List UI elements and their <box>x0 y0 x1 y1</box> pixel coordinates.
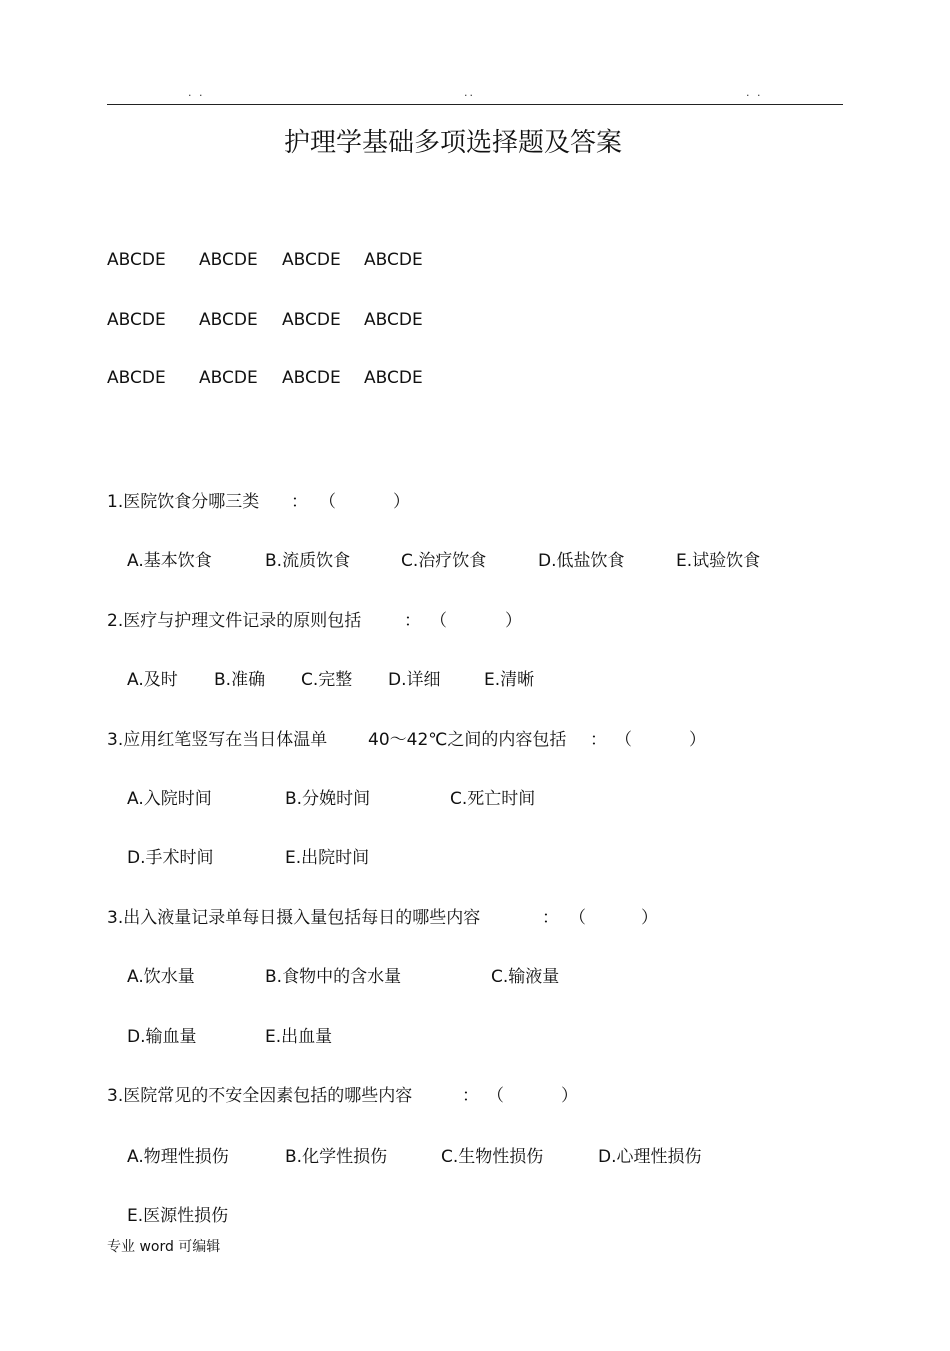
header-rule <box>107 104 843 105</box>
question-stem: 2.医疗与护理文件记录的原则包括 <box>107 611 362 631</box>
answer-paren-open: （ <box>569 908 586 928</box>
option: B.化学性损伤 <box>285 1147 388 1167</box>
question-stem-continued: 40～42℃之间的内容包括 <box>368 730 567 750</box>
option: C.死亡时间 <box>450 789 536 809</box>
question-sep: ： <box>291 492 308 512</box>
option: D.输血量 <box>127 1027 197 1047</box>
question-sep: ： <box>462 1086 479 1106</box>
option: C.生物性损伤 <box>441 1147 544 1167</box>
abcde-cell: ABCDE <box>107 310 166 330</box>
option: D.低盐饮食 <box>538 551 625 571</box>
option: A.物理性损伤 <box>127 1147 229 1167</box>
option: A.入院时间 <box>127 789 212 809</box>
question-5 <box>107 1081 578 1106</box>
option: C.治疗饮食 <box>401 551 487 571</box>
answer-paren-open: （ <box>615 730 632 750</box>
page-footer: 专业 word 可编辑 <box>107 1239 221 1255</box>
option: C.完整 <box>301 670 353 690</box>
option: C.输液量 <box>491 967 560 987</box>
abcde-cell: ABCDE <box>199 368 258 388</box>
answer-paren-open: （ <box>487 1086 504 1106</box>
answer-paren-close: ） <box>505 611 522 631</box>
answer-paren-close: ） <box>393 492 410 512</box>
abcde-cell: ABCDE <box>282 310 341 330</box>
abcde-cell: ABCDE <box>107 368 166 388</box>
abcde-cell: ABCDE <box>107 250 166 270</box>
answer-paren-close: ） <box>689 730 706 750</box>
option: A.基本饮食 <box>127 551 212 571</box>
option: A.饮水量 <box>127 967 195 987</box>
option: E.试验饮食 <box>676 551 761 571</box>
question-stem: 3.出入液量记录单每日摄入量包括每日的哪些内容 <box>107 908 481 928</box>
question-sep: ： <box>542 908 559 928</box>
option: D.心理性损伤 <box>598 1147 702 1167</box>
option: B.流质饮食 <box>265 551 351 571</box>
option: B.准确 <box>214 670 266 690</box>
answer-paren-open: （ <box>430 611 447 631</box>
answer-paren-close: ） <box>561 1086 578 1106</box>
option: E.清晰 <box>484 670 535 690</box>
header-dots-right: . . <box>746 86 763 99</box>
question-stem: 3.应用红笔竖写在当日体温单 <box>107 730 328 750</box>
option: B.分娩时间 <box>285 789 371 809</box>
question-stem: 1.医院饮食分哪三类 <box>107 492 260 512</box>
abcde-cell: ABCDE <box>199 250 258 270</box>
option: A.及时 <box>127 670 178 690</box>
abcde-cell: ABCDE <box>282 368 341 388</box>
option: D.详细 <box>388 670 441 690</box>
option: E.医源性损伤 <box>127 1206 229 1226</box>
question-3 <box>107 725 706 750</box>
answer-paren-open: （ <box>319 492 336 512</box>
question-sep: ： <box>590 730 607 750</box>
abcde-cell: ABCDE <box>364 250 423 270</box>
question-1 <box>107 487 410 512</box>
answer-paren-close: ） <box>641 908 658 928</box>
abcde-cell: ABCDE <box>364 310 423 330</box>
question-2 <box>107 606 522 631</box>
header-dots-middle: .. <box>464 86 475 99</box>
abcde-cell: ABCDE <box>364 368 423 388</box>
page-title: 护理学基础多项选择题及答案 <box>283 128 622 158</box>
option: B.食物中的含水量 <box>265 967 402 987</box>
abcde-cell: ABCDE <box>282 250 341 270</box>
question-4 <box>107 903 658 928</box>
abcde-cell: ABCDE <box>199 310 258 330</box>
option: E.出院时间 <box>285 848 370 868</box>
question-stem: 3.医院常见的不安全因素包括的哪些内容 <box>107 1086 413 1106</box>
option: D.手术时间 <box>127 848 214 868</box>
option: E.出血量 <box>265 1027 333 1047</box>
question-sep: ： <box>404 611 421 631</box>
header-dots-left: . . <box>188 86 205 99</box>
